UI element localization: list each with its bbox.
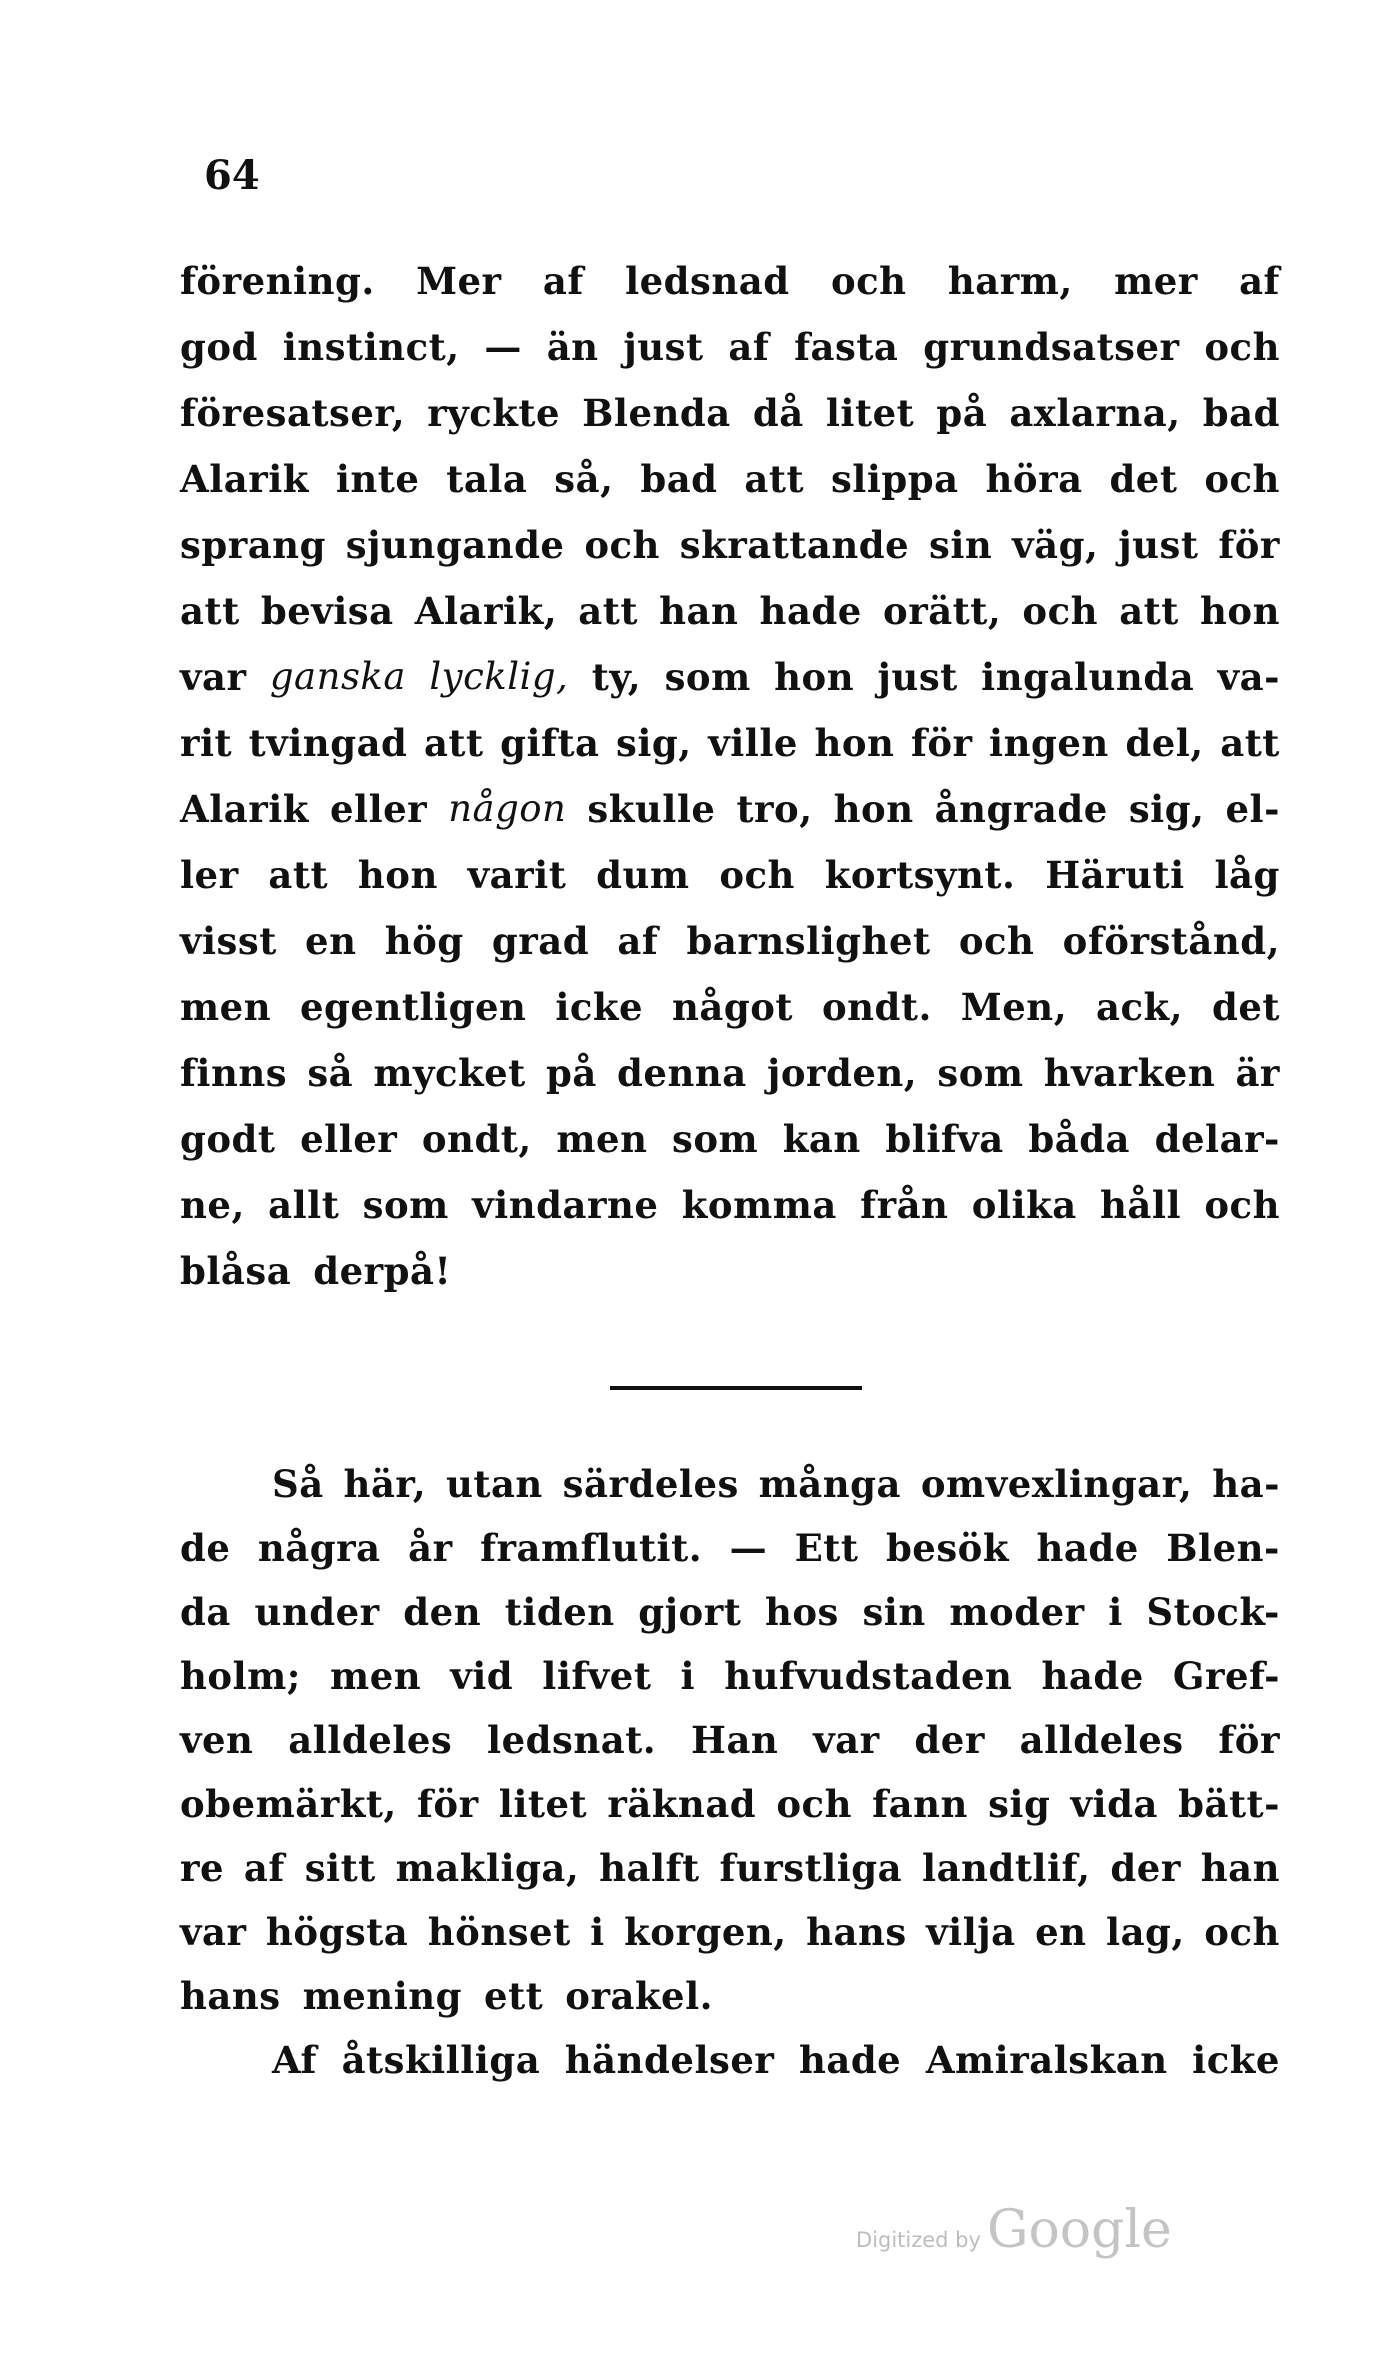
section-divider — [610, 1386, 862, 1390]
word: från — [860, 1183, 949, 1227]
word: ondt. — [821, 985, 932, 1029]
word: så — [307, 1051, 354, 1095]
word: blifva — [885, 1117, 1004, 1161]
word: Alarik — [180, 457, 309, 501]
word: någon — [448, 787, 567, 830]
word: tro, — [736, 787, 813, 831]
word: furstliga — [719, 1846, 903, 1890]
word: de — [180, 1526, 231, 1570]
word: vid — [450, 1654, 514, 1698]
word: bätt- — [1178, 1782, 1280, 1826]
word: som — [672, 1117, 759, 1161]
word: och — [958, 919, 1035, 963]
word: och — [1022, 589, 1099, 633]
word: vindarne — [472, 1183, 659, 1227]
word: och — [1204, 325, 1280, 369]
word: Blenda — [582, 391, 731, 435]
word: Mer — [416, 259, 502, 303]
paragraph-2 — [180, 1452, 1280, 2092]
word: fann — [872, 1782, 968, 1826]
word: der — [1110, 1846, 1181, 1890]
word: för — [1218, 1718, 1280, 1762]
word: och — [1204, 1183, 1280, 1227]
word: ne, — [180, 1183, 245, 1227]
text-line — [180, 1900, 1280, 1964]
word: sig, — [1128, 787, 1205, 831]
word: ingen — [989, 721, 1109, 765]
word: hon — [1200, 589, 1280, 633]
word: axlarna, — [1009, 391, 1181, 435]
word: Ett — [794, 1526, 859, 1570]
word: Han — [690, 1718, 779, 1762]
word: att — [578, 589, 638, 633]
word: ledsnad — [625, 259, 790, 303]
text-line — [180, 1580, 1280, 1644]
word: visst — [180, 919, 277, 963]
word: utan — [445, 1462, 543, 1506]
word: lifvet — [542, 1654, 652, 1698]
word: ville — [708, 721, 798, 765]
word: hon — [833, 787, 914, 831]
text-line — [180, 1964, 1280, 2028]
google-logo: Google — [986, 2200, 1172, 2260]
word: vida — [1070, 1782, 1158, 1826]
text-line — [180, 1172, 1280, 1238]
word: hans — [806, 1910, 907, 1954]
word: allt — [268, 1183, 340, 1227]
word: i — [1108, 1590, 1123, 1634]
word: att — [268, 853, 329, 897]
word: ha- — [1212, 1462, 1280, 1506]
word: instinct, — [282, 325, 460, 369]
word: föresatser, — [180, 391, 406, 435]
word: lag, — [1106, 1910, 1185, 1954]
word: ryckte — [427, 391, 561, 435]
word: delar- — [1154, 1117, 1280, 1161]
word: af — [243, 1846, 285, 1890]
word: väg, — [1012, 523, 1099, 567]
word: som — [664, 655, 751, 699]
word: inte — [335, 457, 420, 501]
word: Alarik, — [414, 589, 558, 633]
word: blåsa — [180, 1249, 292, 1293]
word: egentligen — [300, 985, 527, 1029]
word: mening — [302, 1974, 463, 2018]
word: han — [659, 589, 739, 633]
text-line — [180, 974, 1280, 1040]
word: skrattande — [679, 523, 910, 567]
word: halft — [599, 1846, 700, 1890]
word: men — [556, 1117, 648, 1161]
word: finns — [180, 1051, 288, 1095]
word: Häruti — [1045, 853, 1185, 897]
word: det — [1109, 457, 1178, 501]
word: var — [180, 1910, 247, 1954]
text-line — [180, 1644, 1280, 1708]
word: orakel. — [565, 1974, 714, 2018]
text-line — [180, 1836, 1280, 1900]
word: ångrade — [934, 787, 1108, 831]
word: håll — [1100, 1183, 1182, 1227]
word: då — [752, 391, 804, 435]
word: och — [830, 259, 907, 303]
word: högsta — [265, 1910, 409, 1954]
word: kan — [782, 1117, 861, 1161]
word: förening. — [180, 259, 375, 303]
word: del, — [1125, 721, 1204, 765]
word: hvarken — [1043, 1051, 1216, 1095]
word: denna — [617, 1051, 747, 1095]
word: tiden — [504, 1590, 615, 1634]
word: Af — [272, 2038, 317, 2082]
word: jorden, — [766, 1051, 918, 1095]
word: bad — [640, 457, 718, 501]
word: låg — [1214, 853, 1280, 897]
text-line — [180, 776, 1280, 842]
word: moder — [949, 1590, 1085, 1634]
watermark-prefix: Digitized by — [856, 2228, 981, 2252]
text-line — [180, 446, 1280, 512]
word: alldeles — [288, 1718, 453, 1762]
word: ven — [180, 1718, 254, 1762]
word: dum — [596, 853, 690, 897]
word: omvexlingar, — [920, 1462, 1193, 1506]
word: framflutit. — [480, 1526, 703, 1570]
word: hans — [180, 1974, 281, 2018]
word: bad — [1202, 391, 1280, 435]
word: men — [180, 985, 272, 1029]
word: här, — [343, 1462, 427, 1506]
word: hon — [814, 721, 895, 765]
word: för — [417, 1782, 479, 1826]
word: icke — [555, 985, 644, 1029]
word: hos — [764, 1590, 839, 1634]
word: som — [937, 1051, 1024, 1095]
word: ondt, — [421, 1117, 532, 1161]
word: är — [1235, 1051, 1280, 1095]
text-line — [180, 644, 1280, 710]
word: räknad — [607, 1782, 757, 1826]
word: sin — [929, 523, 993, 567]
word: lycklig, — [429, 655, 569, 698]
word: der — [914, 1718, 985, 1762]
word: godt — [180, 1117, 276, 1161]
word: skulle — [587, 787, 716, 831]
word: holm; — [180, 1654, 301, 1698]
word: båda — [1028, 1117, 1131, 1161]
word: Blen- — [1166, 1526, 1280, 1570]
word: mer — [1114, 259, 1198, 303]
word: hög — [384, 919, 464, 963]
word: höra — [985, 457, 1083, 501]
word: för — [1218, 523, 1280, 567]
word: åtskilliga — [341, 2038, 541, 2082]
word: hon — [774, 655, 855, 699]
text-line — [180, 908, 1280, 974]
word: alldeles — [1019, 1718, 1184, 1762]
word: da — [180, 1590, 231, 1634]
text-line — [180, 1106, 1280, 1172]
word: under — [254, 1590, 380, 1634]
word: litet — [498, 1782, 588, 1826]
text-line — [180, 1516, 1280, 1580]
word: slippa — [830, 457, 959, 501]
word: sjungande — [345, 523, 565, 567]
word: kortsynt. — [824, 853, 1016, 897]
paragraph-1 — [180, 248, 1280, 1304]
word: af — [1239, 259, 1280, 303]
word: orätt, — [883, 589, 1002, 633]
word: litet — [825, 391, 915, 435]
word: tvingad — [248, 721, 408, 765]
word: att — [1220, 721, 1280, 765]
word: hönset — [427, 1910, 571, 1954]
word: — — [729, 1526, 768, 1570]
word: och — [584, 523, 660, 567]
word: hade — [1036, 1526, 1139, 1570]
word: eller — [329, 787, 428, 831]
word: att — [180, 589, 240, 633]
word: hade — [798, 2038, 902, 2082]
text-line — [180, 380, 1280, 446]
word: af — [728, 325, 770, 369]
text-line — [180, 1040, 1280, 1106]
word: sig, — [616, 721, 692, 765]
word: just — [1118, 523, 1199, 567]
word: makliga, — [395, 1846, 580, 1890]
word: olika — [971, 1183, 1077, 1227]
word: just — [623, 325, 704, 369]
word: obemärkt, — [180, 1782, 397, 1826]
word: så, — [554, 457, 614, 501]
word: korgen, — [624, 1910, 787, 1954]
word: sig — [988, 1782, 1051, 1826]
text-line — [180, 710, 1280, 776]
word: af — [542, 259, 584, 303]
word: många — [758, 1462, 902, 1506]
word: något — [672, 985, 794, 1029]
word: han — [1200, 1846, 1280, 1890]
word: harm, — [947, 259, 1073, 303]
word: barnslighet — [686, 919, 931, 963]
word: i — [680, 1654, 696, 1698]
word: icke — [1192, 2038, 1280, 2082]
word: oförstånd, — [1062, 919, 1280, 963]
word: eller — [300, 1117, 398, 1161]
word: fasta — [794, 325, 899, 369]
text-line — [180, 1452, 1280, 1516]
word: gifta — [500, 721, 600, 765]
word: än — [546, 325, 599, 369]
word: komma — [681, 1183, 837, 1227]
word: Stock- — [1146, 1590, 1280, 1634]
word: grundsatser — [923, 325, 1180, 369]
word: ganska — [269, 655, 406, 698]
word: och — [776, 1782, 852, 1826]
word: en — [1035, 1910, 1087, 1954]
word: landtlif, — [922, 1846, 1091, 1890]
word: tala — [446, 457, 528, 501]
text-line — [180, 248, 1280, 314]
text-line — [180, 578, 1280, 644]
word: var — [813, 1718, 880, 1762]
word: god — [180, 325, 258, 369]
word: rit — [180, 721, 233, 765]
word: men — [330, 1654, 422, 1698]
word: i — [590, 1910, 605, 1954]
word: hade — [1041, 1654, 1144, 1698]
word: på — [936, 391, 988, 435]
word: sin — [862, 1590, 926, 1634]
text-line — [180, 2028, 1280, 2092]
word: att — [1119, 589, 1179, 633]
word: sitt — [304, 1846, 376, 1890]
text-line — [180, 512, 1280, 578]
text-line — [180, 1772, 1280, 1836]
text-line — [180, 1708, 1280, 1772]
word: Gref- — [1172, 1654, 1280, 1698]
word: af — [617, 919, 659, 963]
word: händelser — [564, 2038, 775, 2082]
word: Så — [272, 1462, 324, 1506]
word: vilja — [926, 1910, 1016, 1954]
word: hon — [357, 853, 438, 897]
word: ett — [484, 1974, 544, 2018]
word: ack, — [1096, 985, 1184, 1029]
text-line — [180, 1238, 1280, 1304]
word: besök — [885, 1526, 1009, 1570]
word: hufvudstaden — [724, 1654, 1013, 1698]
word: ler — [180, 853, 239, 897]
word: på — [545, 1051, 597, 1095]
word: mycket — [373, 1051, 526, 1095]
text-line — [180, 842, 1280, 908]
page-number: 64 — [204, 152, 260, 199]
word: grad — [491, 919, 590, 963]
word: re — [180, 1846, 225, 1890]
word: för — [910, 721, 973, 765]
word: att — [423, 721, 484, 765]
word: — — [484, 325, 522, 369]
word: bevisa — [260, 589, 394, 633]
word: derpå! — [313, 1249, 452, 1293]
word: särdeles — [562, 1462, 739, 1506]
word: och — [719, 853, 795, 897]
word: och — [1204, 457, 1280, 501]
word: att — [744, 457, 805, 501]
word: gjort — [638, 1590, 742, 1634]
word: ledsnat. — [487, 1718, 657, 1762]
word: år — [408, 1526, 453, 1570]
word: varit — [467, 853, 567, 897]
word: sprang — [180, 523, 326, 567]
word: den — [403, 1590, 482, 1634]
word: ingalunda — [981, 655, 1195, 699]
word: el- — [1225, 787, 1280, 831]
word: som — [362, 1183, 449, 1227]
digitized-by-google-watermark — [856, 2200, 1172, 2260]
word: var — [180, 655, 247, 699]
word: Alarik — [180, 787, 309, 831]
text-line — [180, 314, 1280, 380]
word: en — [305, 919, 357, 963]
word: va- — [1217, 655, 1280, 699]
word: och — [1204, 1910, 1280, 1954]
word: just — [877, 655, 958, 699]
word: ty, — [591, 655, 642, 699]
word: några — [257, 1526, 381, 1570]
word: det — [1211, 985, 1280, 1029]
word: hade — [759, 589, 862, 633]
word: Men, — [960, 985, 1068, 1029]
word: Amiralskan — [925, 2038, 1168, 2082]
